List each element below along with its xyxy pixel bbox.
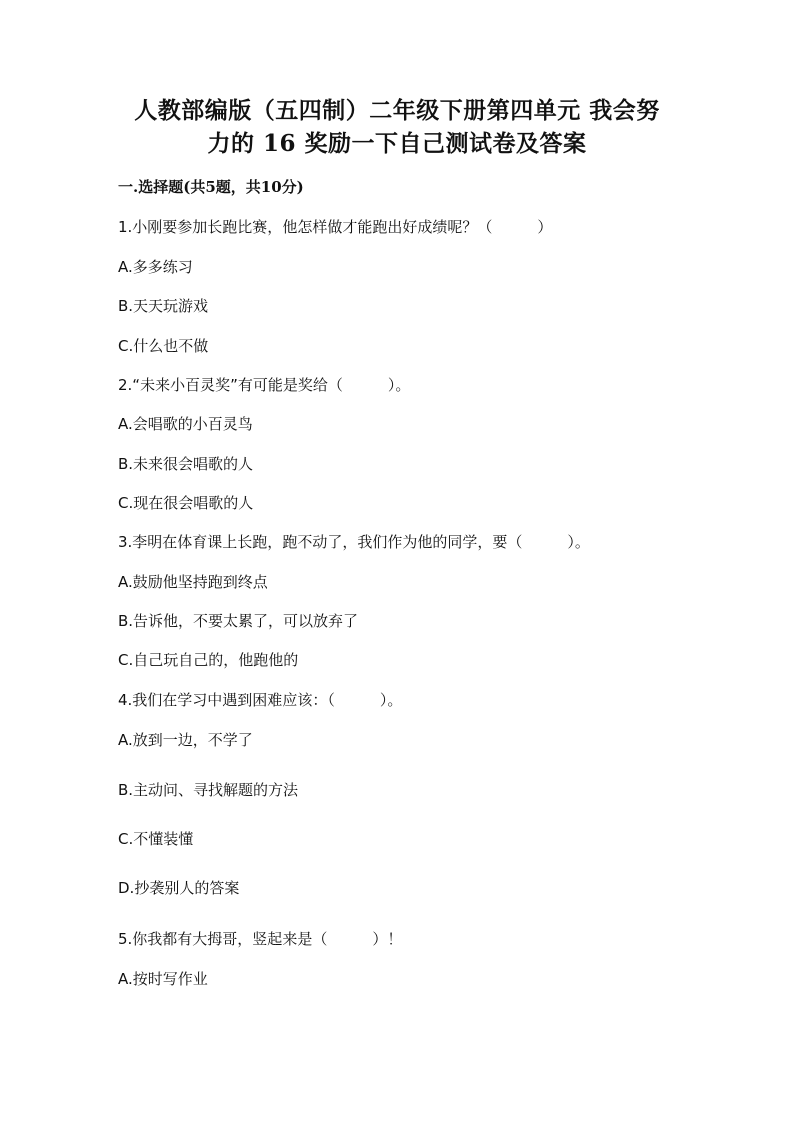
question-5-stem: 5.你我都有大拇哥，竖起来是（ ）！ bbox=[118, 930, 403, 948]
section-heading: 一.选择题(共5题，共10分) bbox=[118, 178, 304, 196]
question-2-option-c: C.现在很会唱歌的人 bbox=[118, 494, 254, 512]
document-title-line-1: 人教部编版（五四制）二年级下册第四单元 我会努 bbox=[134, 97, 660, 124]
question-5-option-a: A.按时写作业 bbox=[118, 970, 208, 988]
question-1-stem: 1.小刚要参加长跑比赛，他怎样做才能跑出好成绩呢？（ ） bbox=[118, 218, 553, 236]
question-1-option-c: C.什么也不做 bbox=[118, 337, 209, 355]
question-2-stem: 2.“未来小百灵奖”有可能是奖给（ ）。 bbox=[118, 376, 411, 394]
question-2-option-a: A.会唱歌的小百灵鸟 bbox=[118, 415, 253, 433]
question-1-option-b: B.天天玩游戏 bbox=[118, 297, 209, 315]
question-3-option-c: C.自己玩自己的，他跑他的 bbox=[118, 651, 299, 669]
question-3-stem: 3.李明在体育课上长跑，跑不动了，我们作为他的同学，要（ ）。 bbox=[118, 533, 590, 551]
question-2-option-b: B.未来很会唱歌的人 bbox=[118, 455, 254, 473]
document-title-line-2: 力的 16 奖励一下自己测试卷及答案 bbox=[207, 130, 587, 157]
question-1-option-a: A.多多练习 bbox=[118, 258, 193, 276]
question-4-stem: 4.我们在学习中遇到困难应该：（ ）。 bbox=[118, 691, 403, 709]
question-3-option-a: A.鼓励他坚持跑到终点 bbox=[118, 573, 268, 591]
question-3-option-b: B.告诉他，不要太累了，可以放弃了 bbox=[118, 612, 359, 630]
question-4-option-d: D.抄袭别人的答案 bbox=[118, 879, 240, 897]
question-4-option-a: A.放到一边，不学了 bbox=[118, 731, 253, 749]
question-4-option-b: B.主动问、寻找解题的方法 bbox=[118, 781, 299, 799]
question-4-option-c: C.不懂装懂 bbox=[118, 830, 194, 848]
